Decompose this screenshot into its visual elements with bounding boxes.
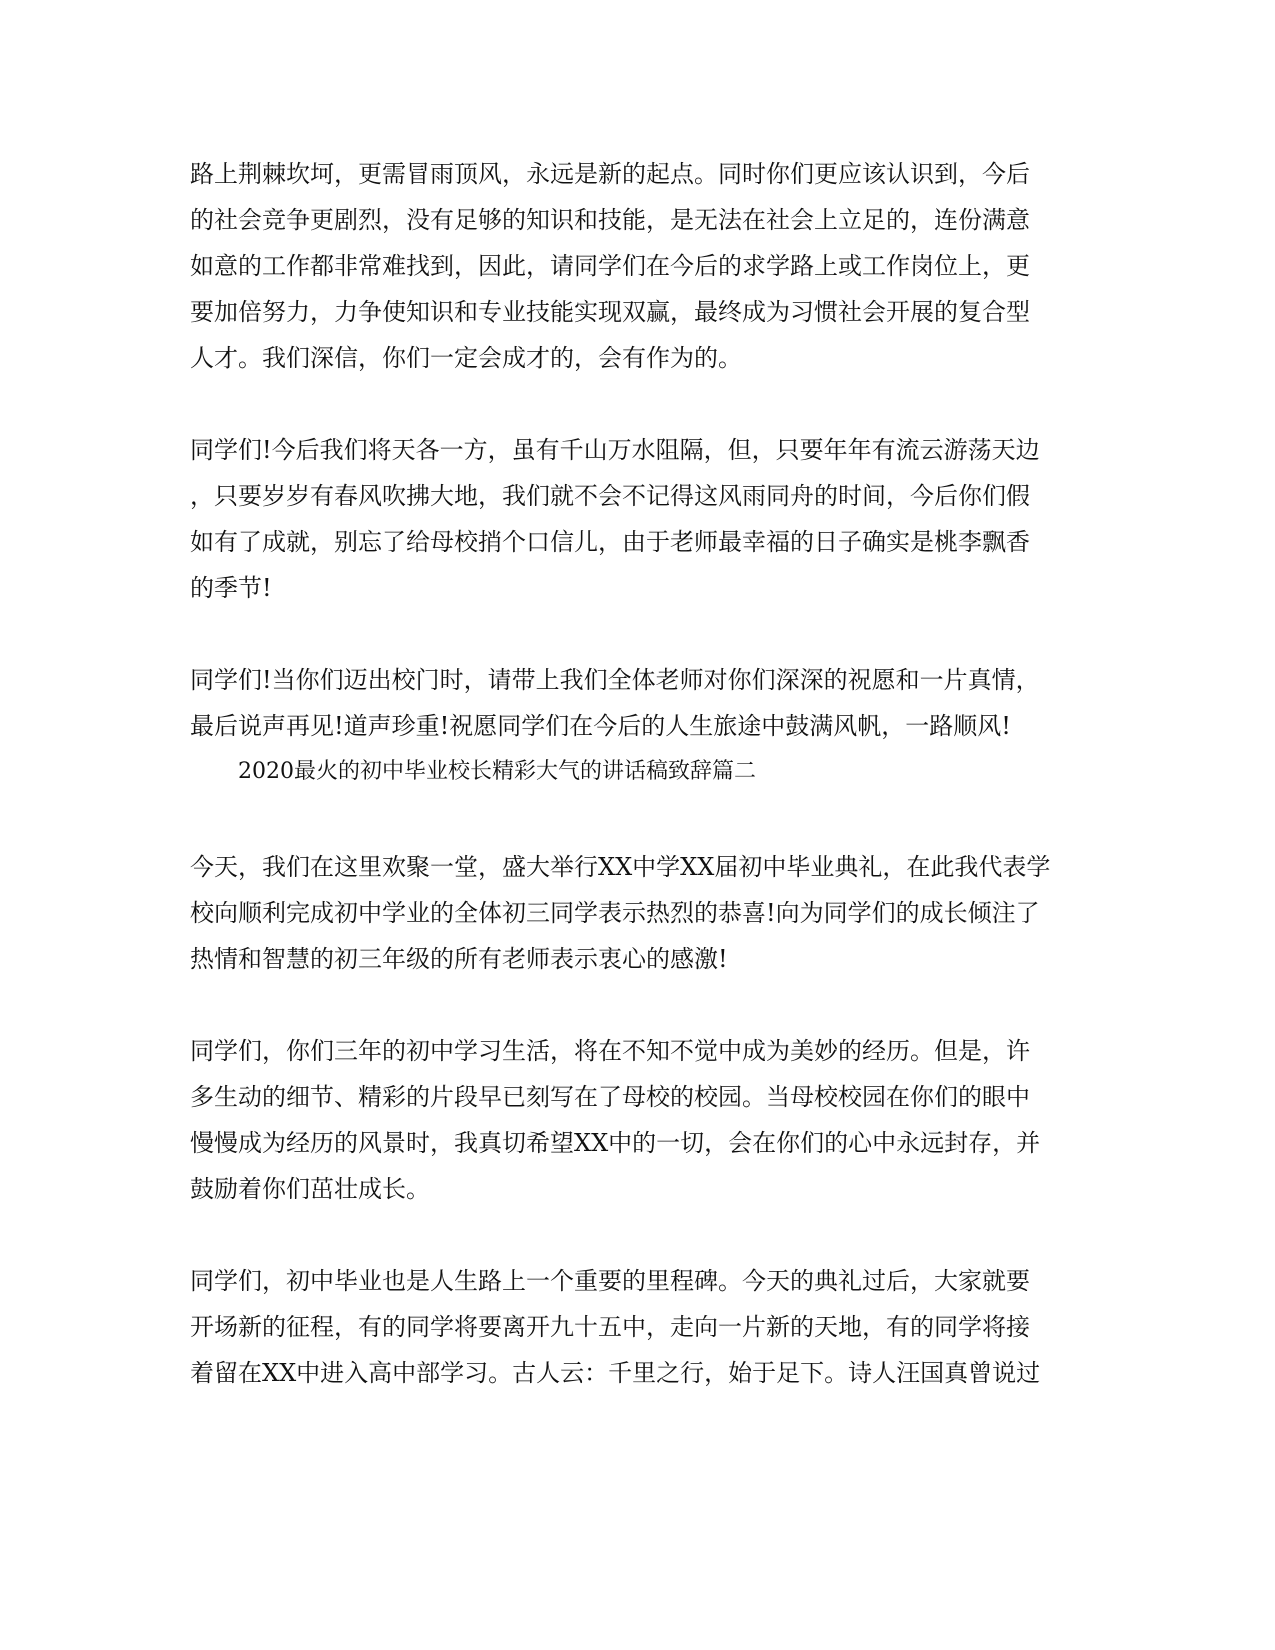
paragraph-4-line-2: 校向顺利完成初中学业的全体初三同学表示热烈的恭喜!向为同学们的成长倾注了 [190, 899, 1040, 927]
paragraph-2-line-4: 的季节! [190, 574, 272, 602]
section-title: 2020最火的初中毕业校长精彩大气的讲话稿致辞篇二 [238, 759, 756, 784]
paragraph-4-line-3: 热情和智慧的初三年级的所有老师表示衷心的感激! [190, 945, 728, 973]
paragraph-5-line-2: 多生动的细节、精彩的片段早已刻写在了母校的校园。当母校校园在你们的眼中 [190, 1083, 1030, 1111]
paragraph-6-line-1: 同学们，初中毕业也是人生路上一个重要的里程碑。今天的典礼过后，大家就要 [190, 1267, 1030, 1295]
paragraph-1-line-4: 要加倍努力，力争使知识和专业技能实现双赢，最终成为习惯社会开展的复合型 [190, 298, 1030, 326]
paragraph-4-line-1: 今天，我们在这里欢聚一堂，盛大举行XX中学XX届初中毕业典礼，在此我代表学 [190, 853, 1051, 881]
paragraph-5-line-4: 鼓励着你们茁壮成长。 [190, 1175, 430, 1203]
paragraph-1-line-1: 路上荆棘坎坷，更需冒雨顶风，永远是新的起点。同时你们更应该认识到，今后 [190, 160, 1030, 188]
paragraph-2-line-1: 同学们!今后我们将天各一方，虽有千山万水阻隔，但，只要年年有流云游荡天边 [190, 436, 1040, 464]
paragraph-2-line-2: ，只要岁岁有春风吹拂大地，我们就不会不记得这风雨同舟的时间，今后你们假 [190, 482, 1030, 510]
paragraph-1-line-3: 如意的工作都非常难找到，因此，请同学们在今后的求学路上或工作岗位上，更 [190, 252, 1030, 280]
paragraph-3-line-2: 最后说声再见!道声珍重!祝愿同学们在今后的人生旅途中鼓满风帆，一路顺风! [190, 712, 1011, 740]
paragraph-1-line-5: 人才。我们深信，你们一定会成才的，会有作为的。 [190, 344, 742, 372]
paragraph-5-line-3: 慢慢成为经历的风景时，我真切希望XX中的一切，会在你们的心中永远封存，并 [190, 1129, 1041, 1157]
paragraph-3-line-1: 同学们!当你们迈出校门时，请带上我们全体老师对你们深深的祝愿和一片真情， [190, 666, 1040, 694]
paragraph-5-line-1: 同学们，你们三年的初中学习生活，将在不知不觉中成为美妙的经历。但是，许 [190, 1037, 1030, 1065]
paragraph-2-line-3: 如有了成就，别忘了给母校捎个口信儿，由于老师最幸福的日子确实是桃李飘香 [190, 528, 1030, 556]
paragraph-6-line-3: 着留在XX中进入高中部学习。古人云：千里之行，始于足下。诗人汪国真曾说过 [190, 1359, 1041, 1387]
paragraph-1-line-2: 的社会竞争更剧烈，没有足够的知识和技能，是无法在社会上立足的，连份满意 [190, 206, 1030, 234]
paragraph-6-line-2: 开场新的征程，有的同学将要离开九十五中，走向一片新的天地，有的同学将接 [190, 1313, 1030, 1341]
